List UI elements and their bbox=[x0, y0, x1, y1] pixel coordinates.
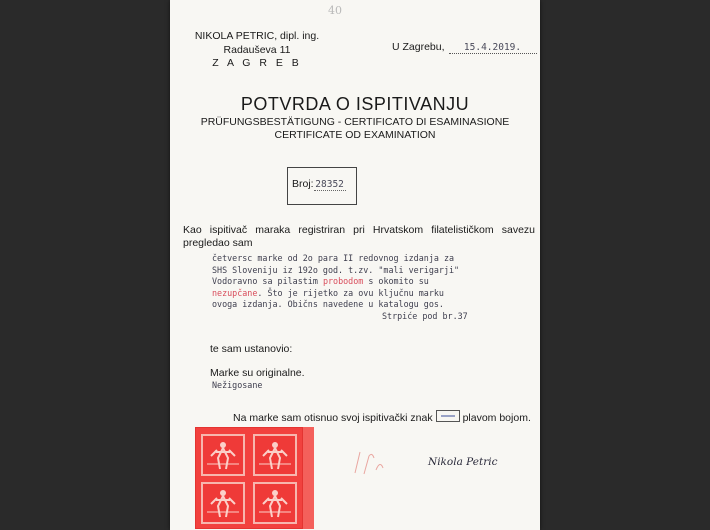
issuer-city: Z A G R E B bbox=[212, 57, 302, 69]
stamp-image bbox=[253, 482, 297, 524]
expert-mark-icon bbox=[436, 410, 460, 422]
certificate-title: POTVRDA O ISPITIVANJU bbox=[240, 94, 470, 114]
typed-perforation-word: probodom bbox=[322, 276, 364, 286]
mark-statement bbox=[233, 410, 531, 424]
stamp-image bbox=[201, 434, 245, 476]
established-label: te sam ustanovio: bbox=[210, 343, 293, 355]
intro-text: Kao ispitivač maraka registriran pri Hrvatskom filatelističkom savezu pregledao sam bbox=[183, 224, 535, 249]
certificate-paper bbox=[170, 0, 540, 530]
certificate-number-box bbox=[287, 167, 357, 205]
typed-line-1: četversc marke od 2o para II redovnog izdanja za bbox=[212, 253, 455, 263]
certificate-subtitle-2: CERTIFICATE OD EXAMINATION bbox=[274, 129, 436, 141]
chain-breaker-icon bbox=[255, 484, 295, 522]
original-label: Marke su originalne. bbox=[210, 367, 305, 379]
mark-statement-after: plavom bojom. bbox=[462, 412, 531, 424]
typed-line-3a: Vodoravno sa pilastim bbox=[212, 276, 323, 286]
signature: Nikola Petric bbox=[428, 456, 498, 468]
mark-statement-before: Na marke sam otisnuo svoj ispitivački znak bbox=[233, 412, 433, 424]
chain-breaker-icon bbox=[255, 436, 295, 474]
typed-line-6: Strpiće pod br.37 bbox=[382, 310, 468, 321]
unused-note: Nežigosane bbox=[212, 380, 263, 390]
stamp-block bbox=[195, 427, 303, 529]
issuer-name: NIKOLA PETRIC, dipl. ing. bbox=[194, 30, 320, 42]
stamp-image bbox=[253, 434, 297, 476]
typed-line-2: SHS Sloveniju iz 192o god. t.zv. "mali verigarji" bbox=[212, 264, 460, 275]
pencil-note: 40 bbox=[328, 4, 342, 17]
issuer-block bbox=[182, 30, 332, 71]
broj-value: 28352 bbox=[315, 179, 344, 190]
chain-breaker-icon bbox=[203, 436, 243, 474]
date-value: 15.4.2019. bbox=[449, 42, 537, 54]
typed-line-3 bbox=[212, 276, 540, 288]
place-date bbox=[392, 41, 537, 54]
certificate-number bbox=[292, 178, 346, 191]
place-label: U Zagrebu, bbox=[392, 41, 445, 53]
pencil-scribble-icon bbox=[350, 448, 390, 478]
typed-line-4 bbox=[212, 288, 540, 300]
broj-label: Broj: bbox=[292, 178, 314, 190]
stamp-image bbox=[201, 482, 245, 524]
issuer-street: Radauševa 11 bbox=[223, 43, 291, 56]
typed-line-3b: s okomito su bbox=[363, 276, 429, 286]
chain-breaker-icon bbox=[203, 484, 243, 522]
sheet-margin bbox=[303, 427, 314, 529]
typed-imperforate-word: nezupčane bbox=[212, 287, 258, 298]
typed-line-4b: . Što je rijetko za ovu ključnu marku bbox=[257, 287, 444, 298]
typed-description bbox=[212, 253, 540, 322]
certificate-subtitle-1: PRÜFUNGSBESTÄTIGUNG - CERTIFICATO DI ESAMINASIONE bbox=[200, 116, 510, 128]
typed-line-5: ovoga izdanja. Običns navedene u katalogu gos. bbox=[212, 299, 444, 309]
